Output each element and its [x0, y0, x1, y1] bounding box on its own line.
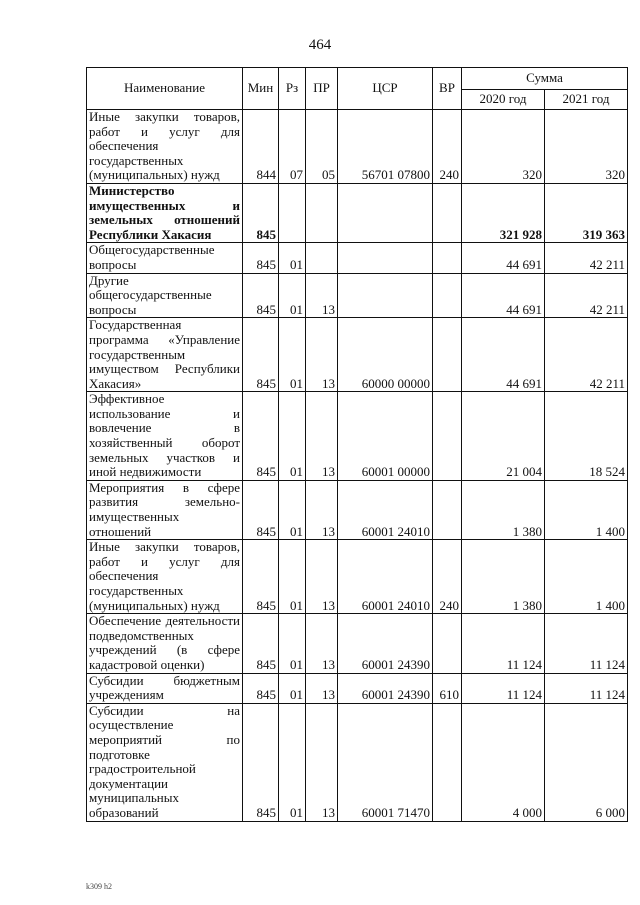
cell-csr: 60001 71470 — [338, 703, 433, 821]
cell-csr: 60001 24390 — [338, 614, 433, 673]
cell-sum-2020: 1 380 — [462, 480, 545, 539]
cell-sum-2020: 11 124 — [462, 614, 545, 673]
table-body — [87, 110, 628, 822]
cell-sum-2020: 1 380 — [462, 540, 545, 614]
header-sum: Сумма — [462, 68, 628, 90]
cell-sum-2021: 1 400 — [545, 540, 628, 614]
cell-rz: 01 — [279, 392, 306, 481]
cell-rz: 01 — [279, 703, 306, 821]
cell-sum-2020: 21 004 — [462, 392, 545, 481]
cell-name: Другие общегосударственные вопросы — [87, 273, 243, 318]
cell-csr: 60000 00000 — [338, 318, 433, 392]
cell-sum-2021: 42 211 — [545, 273, 628, 318]
cell-sum-2021: 11 124 — [545, 614, 628, 673]
cell-name: Государственная программа «Управление государственным имуществом Республики Хакасия» — [87, 318, 243, 392]
cell-vr — [433, 273, 462, 318]
cell-name: Субсидии бюджетным учреждениям — [87, 673, 243, 703]
cell-name: Субсидии на осуществление мероприятий по подготовке градостроительной документации муниципальных образований — [87, 703, 243, 821]
cell-pr: 13 — [306, 703, 338, 821]
table-row — [87, 480, 628, 539]
cell-rz: 07 — [279, 110, 306, 184]
cell-sum-2021: 320 — [545, 110, 628, 184]
cell-min: 845 — [243, 673, 279, 703]
header-rz: Рз — [279, 68, 306, 110]
cell-vr: 610 — [433, 673, 462, 703]
footer-code: k309 h2 — [86, 882, 112, 891]
cell-pr: 13 — [306, 392, 338, 481]
cell-pr: 05 — [306, 110, 338, 184]
cell-vr — [433, 614, 462, 673]
cell-sum-2021: 18 524 — [545, 392, 628, 481]
header-pr: ПР — [306, 68, 338, 110]
cell-pr — [306, 183, 338, 242]
table-row — [87, 703, 628, 821]
cell-rz — [279, 183, 306, 242]
cell-pr: 13 — [306, 614, 338, 673]
cell-min: 845 — [243, 318, 279, 392]
table-row — [87, 614, 628, 673]
cell-min: 844 — [243, 110, 279, 184]
cell-sum-2021: 42 211 — [545, 243, 628, 273]
cell-vr: 240 — [433, 540, 462, 614]
cell-pr: 13 — [306, 540, 338, 614]
table-row — [87, 392, 628, 481]
cell-csr: 60001 00000 — [338, 392, 433, 481]
cell-sum-2020: 44 691 — [462, 243, 545, 273]
cell-name: Иные закупки товаров, работ и услуг для обеспечения государственных (муниципальных) нужд — [87, 110, 243, 184]
cell-csr: 60001 24010 — [338, 480, 433, 539]
cell-sum-2020: 320 — [462, 110, 545, 184]
cell-vr — [433, 392, 462, 481]
table-row — [87, 540, 628, 614]
header-vr: ВР — [433, 68, 462, 110]
table-row — [87, 673, 628, 703]
cell-name: Иные закупки товаров, работ и услуг для обеспечения государственных (муниципальных) нужд — [87, 540, 243, 614]
cell-csr — [338, 183, 433, 242]
cell-name: Министерство имущественных и земельных отношений Республики Хакасия — [87, 183, 243, 242]
cell-min: 845 — [243, 273, 279, 318]
cell-rz: 01 — [279, 318, 306, 392]
header-csr: ЦСР — [338, 68, 433, 110]
cell-sum-2020: 11 124 — [462, 673, 545, 703]
cell-csr — [338, 273, 433, 318]
cell-vr — [433, 318, 462, 392]
cell-sum-2020: 44 691 — [462, 273, 545, 318]
header-min: Мин — [243, 68, 279, 110]
cell-sum-2020: 44 691 — [462, 318, 545, 392]
cell-pr — [306, 243, 338, 273]
cell-vr — [433, 183, 462, 242]
cell-pr: 13 — [306, 273, 338, 318]
cell-sum-2021: 6 000 — [545, 703, 628, 821]
cell-min: 845 — [243, 392, 279, 481]
cell-min: 845 — [243, 243, 279, 273]
cell-rz: 01 — [279, 480, 306, 539]
cell-vr — [433, 243, 462, 273]
cell-sum-2021: 42 211 — [545, 318, 628, 392]
cell-vr — [433, 703, 462, 821]
cell-name: Общегосударственные вопросы — [87, 243, 243, 273]
cell-rz: 01 — [279, 243, 306, 273]
cell-pr: 13 — [306, 318, 338, 392]
cell-sum-2020: 321 928 — [462, 183, 545, 242]
cell-sum-2020: 4 000 — [462, 703, 545, 821]
cell-csr: 60001 24010 — [338, 540, 433, 614]
cell-min: 845 — [243, 614, 279, 673]
cell-vr: 240 — [433, 110, 462, 184]
cell-name: Мероприятия в сфере развития земельно-имущественных отношений — [87, 480, 243, 539]
cell-min: 845 — [243, 480, 279, 539]
cell-csr — [338, 243, 433, 273]
table-row — [87, 243, 628, 273]
table-row — [87, 273, 628, 318]
cell-sum-2021: 11 124 — [545, 673, 628, 703]
cell-rz: 01 — [279, 614, 306, 673]
cell-min: 845 — [243, 183, 279, 242]
cell-sum-2021: 319 363 — [545, 183, 628, 242]
table-row — [87, 318, 628, 392]
cell-rz: 01 — [279, 540, 306, 614]
table-row — [87, 110, 628, 184]
page-number: 464 — [308, 37, 332, 53]
cell-rz: 01 — [279, 673, 306, 703]
cell-min: 845 — [243, 540, 279, 614]
cell-min: 845 — [243, 703, 279, 821]
header-year-2020: 2020 год — [462, 90, 545, 110]
cell-rz: 01 — [279, 273, 306, 318]
cell-sum-2021: 1 400 — [545, 480, 628, 539]
cell-name: Эффективное использование и вовлечение в хозяйственный оборот земельных участков и иной недвижимости — [87, 392, 243, 481]
header-name: Наименование — [87, 68, 243, 110]
budget-table — [86, 67, 628, 822]
cell-name: Обеспечение деятельности подведомственных учреждений (в сфере кадастровой оценки) — [87, 614, 243, 673]
cell-pr: 13 — [306, 673, 338, 703]
cell-csr: 56701 07800 — [338, 110, 433, 184]
cell-pr: 13 — [306, 480, 338, 539]
header-year-2021: 2021 год — [545, 90, 628, 110]
table-row — [87, 183, 628, 242]
cell-csr: 60001 24390 — [338, 673, 433, 703]
cell-vr — [433, 480, 462, 539]
